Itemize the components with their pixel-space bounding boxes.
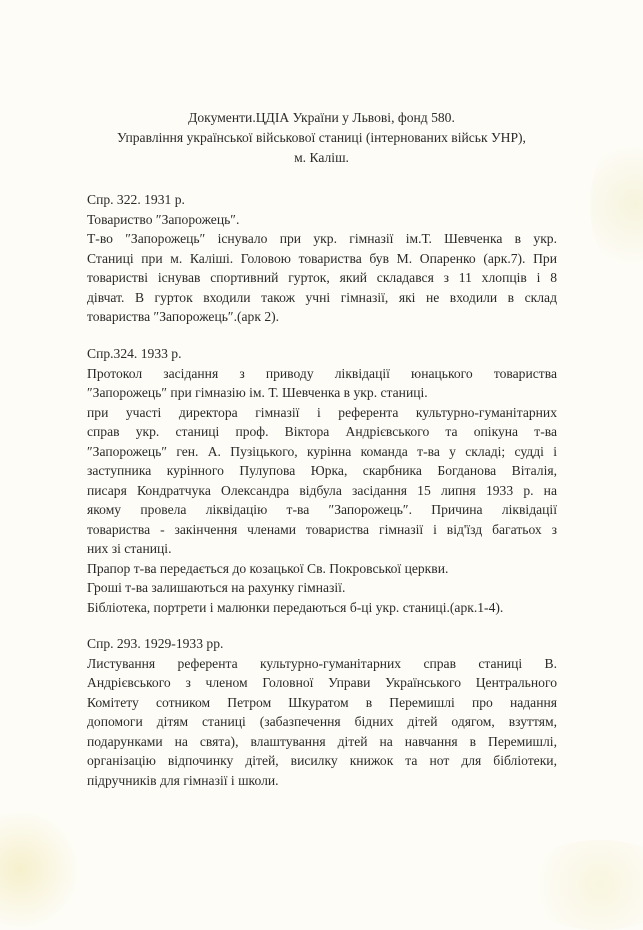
paragraph-line: заступника курінного Пулупова Юрка, скарбника Богданова Віталія, [87,463,557,478]
paragraph-line: підручників для гімназії і школи. [87,772,279,788]
case-heading: Спр.324. 1933 р. [87,346,182,361]
paragraph-line: них зі станиці. [87,541,172,556]
paragraph-line: при участі директора гімназії і референта культурно-гуманітарних [87,404,557,420]
paragraph-line: Бібліотека, портрети і малюнки передаються б-ці укр. станиці.(арк.1-4). [87,599,504,615]
paper-stain [520,840,643,930]
paragraph-line: Комітету сотником Петром Шкуратом в Перемишлі про надання [87,694,557,710]
paragraph-line: Товариство ″Запорожець″. [87,211,240,227]
paragraph-line: Листування референта культурно-гуманітарних справ станиці В. [87,655,557,671]
document-header [0,108,643,168]
paragraph-line: писаря Кондратчука Олександра відбула засідання 15 липня 1933 р. на [87,482,557,498]
paragraph-line: дівчат. В гурток входили також учні гімназії, які не входили в склад [87,289,557,305]
case-322-section [87,190,557,327]
paragraph-line: Т-во ″Запорожець″ існувало при укр. гімназії ім.Т. Шевченка в укр. [87,231,557,246]
paragraph-line: ″Запорожець″ при гімназію ім. Т. Шевченка в укр. станиці. [87,385,428,400]
paragraph-line: Протокол засідання з приводу ліквідації юнацького товариства [87,365,557,381]
paragraph-line: допомоги дітям станиці (забазпечення бідних дітей одягом, взуттям, [87,714,557,729]
paragraph-line: товаристві існував спортивний гурток, який складався з 11 хлопців і 8 [87,270,557,285]
paragraph-line: організацію відпочинку дітей, висилку книжок та нот для бібліотеки, [87,753,557,768]
header-department-line: Управління української військової станиці (інтернованих військ УНР), [117,130,526,145]
paragraph-line: ″Запорожець″ ген. А. Пузіцького, курінна команда т-ва у складі; судді і [87,443,557,459]
paragraph-line: Гроші т-ва залишаються на рахунку гімназії. [87,580,346,595]
paper-stain [0,810,80,930]
paragraph-line: якому провела ліквідацію т-ва ″Запорожець″. Причина ліквідації [87,502,557,517]
paragraph-line: товариства ″Запорожець″.(арк 2). [87,309,280,324]
paragraph-line: Станиці при м. Каліші. Головою товариства був М. Опаренко (арк.7). При [87,250,557,266]
paragraph-line: подарунками на свята), влаштування дітей на навчання в Перемишлі, [87,733,557,749]
header-city-line: м. Каліш. [294,150,349,165]
header-archive-line: Документи.ЦДІА України у Львові, фонд 580. [188,110,455,125]
case-324-section [87,344,557,617]
case-293-section [87,634,557,790]
case-heading: Спр. 322. 1931 р. [87,192,185,207]
paragraph-line: Андрієвського з членом Головної Управи Українського Центрального [87,675,557,690]
paragraph-line: справ укр. станиці проф. Віктора Андрієвського та опікуна т-ва [87,424,557,439]
case-heading: Спр. 293. 1929-1933 рр. [87,636,224,651]
paragraph-line: Прапор т-ва передається до козацької Св. Покровської церкви. [87,560,449,576]
paragraph-line: товариства - закінчення членами товариства гімназії і від'їзд багатьох з [87,521,557,537]
